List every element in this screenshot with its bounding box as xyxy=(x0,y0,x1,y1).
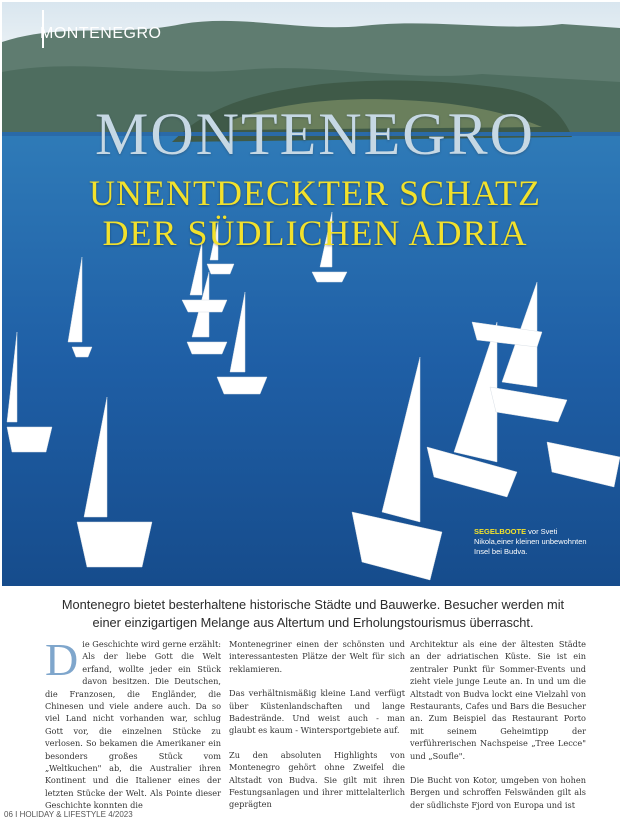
drop-cap: D xyxy=(45,634,79,685)
caption-text: vor Sveti Nikola,einer kleinen unbewohnten Insel bei Budva. xyxy=(474,527,587,556)
lead-paragraph: Montenegro bietet besterhaltene historische Städte und Bauwerke. Besucher werden mit einer einzigartigen Melange aus Altertum und Erholungstourismus überrascht. xyxy=(61,597,565,630)
paragraph: Zu den absoluten Highlights von Montenegro gehört ohne Zweifel die Altstadt von Budva. Sie gilt mit ihren Festungsanlagen und ihrer mittelalterlich geprägten xyxy=(229,749,405,810)
hero-photo xyxy=(2,2,620,586)
article-column-3 xyxy=(410,638,586,823)
paragraph: Architektur als eine der ältesten Städte an der adriatischen Küste. Sie ist ein zentraler Punkt für Sommer-Events und zieht viele junge Leute an. In und um die Altstadt von Budva lockt eine Vielzahl von Restaurants, Cafes und Bars die Besucher an. Zum Beispiel das Restaurant Porto mit seinem Geheimtipp der verführerischen Nachspeise „Tree Lecce" und „Soufle". xyxy=(410,639,586,761)
photo-caption xyxy=(474,527,599,557)
subtitle-line-2: DER SÜDLICHEN ADRIA xyxy=(102,213,528,253)
section-label: MONTENEGRO xyxy=(40,25,162,42)
page-footer: 06 I HOLIDAY & LIFESTYLE 4/2023 xyxy=(4,810,133,819)
article-column-1 xyxy=(45,634,221,824)
sailboats-photo xyxy=(2,2,620,586)
paragraph: Die Bucht von Kotor, umgeben von hohen Bergen und schroffen Felswänden gilt als der südlichste Fjord von Europa und ist xyxy=(410,775,586,810)
paragraph: ie Geschichte wird gerne erzählt: Als der liebe Gott die Welt erfand, wollte jeder ein Stück davon besitzen. Die Deutschen, die Franzosen, die Engländer, die Chinesen und viele andere auch. Da so viel Land nicht vorhanden war, schlug Gott vor, die einzelnen Stücke zu verlosen. So bekamen die Amerikaner ein besonders großes Stück vom „Weltkuchen" ab, die Australier ihren Kontinent und die Italiener eines der letzten Stücke der Welt. Als Pointe dieser Geschichte konnten die xyxy=(45,639,221,811)
article-column-2 xyxy=(229,638,405,823)
caption-highlight: SEGELBOOTE xyxy=(474,527,527,536)
page-title: MONTENEGRO xyxy=(95,101,535,167)
paragraph: Das verhältnismäßig kleine Land verfügt über Küstenlandschaften und lange Badestrände. Und weist auch - man glaubt es kaum - Wintersportgebiete auf. xyxy=(229,688,405,736)
subtitle-line-1: UNENTDECKTER SCHATZ xyxy=(89,173,541,213)
paragraph: Montenegriner einen der schönsten und interessantesten Plätze der Welt für sich reklamieren. xyxy=(229,639,405,674)
